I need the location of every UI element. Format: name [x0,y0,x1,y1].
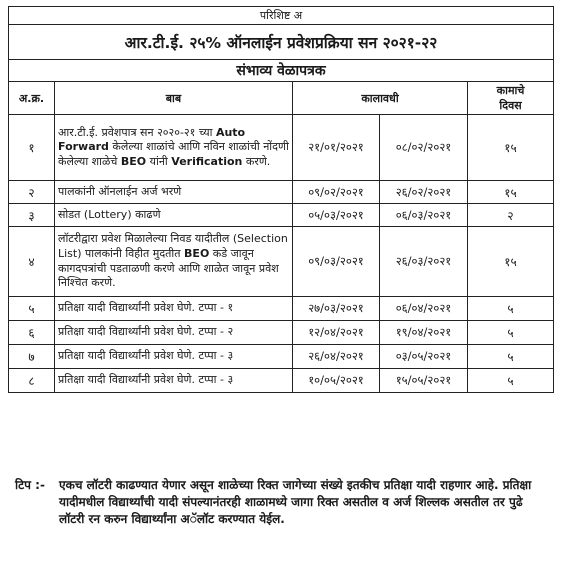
subtitle-row [9,60,554,82]
table-row [9,204,554,227]
row-workdays: ५ [468,345,554,369]
description-text: सोडत (Lottery) काढणे [58,207,161,221]
table-row [9,181,554,204]
description-text: लॉटरीद्वारा प्रवेश मिळालेल्या निवड यादीतील (Selection List) पालकांनी विहीत मुदतीत [58,232,288,260]
header-period: कालावधी [293,82,468,115]
row-start-date: ०९/०३/२०२१ [293,227,380,297]
table-row [9,115,554,181]
row-start-date: २६/०४/२०२१ [293,345,380,369]
description-text: प्रतिक्षा यादी विद्यार्थ्यांनी प्रवेश घेणे. टप्पा - २ [58,325,234,339]
row-description [55,181,293,204]
row-description [55,321,293,345]
row-description [55,297,293,321]
row-serial: १ [9,115,55,181]
description-bold-text: Verification [171,154,243,168]
description-bold-text: BEO [184,246,210,260]
row-start-date: २७/०३/२०२१ [293,297,380,321]
row-serial: ४ [9,227,55,297]
row-workdays: ५ [468,297,554,321]
row-description [55,345,293,369]
footnote [15,477,550,528]
header-workdays-line2: दिवस [499,99,522,112]
row-description [55,369,293,393]
table-row [9,345,554,369]
description-text: पालकांनी ऑनलाईन अर्ज भरणे [58,184,182,198]
row-serial: ६ [9,321,55,345]
description-text: केलेल्या शाळांचे आणि नविन शाळांची नोंदणी केलेल्या शाळेचे [58,140,289,168]
footnote-label: टिप :- [15,478,45,492]
footnote-text: एकच लॉटरी काढण्यात येणार असून शाळेच्या रिक्त जागेच्या संख्ये इतकीच प्रतिक्षा यादी राहणार आहे. प्रतिक्षा यादीमधील विद्यार्थ्यांची यादी संपल्यानंतरही शाळामध्ये जागा रिक्त असतील व अर्ज शिल्लक असतील तर पुढे लॉटरी रन करुन विद्यार्थ्यांना अॅलॉट करण्यात येईल. [59,478,532,527]
row-end-date: ०३/०५/२०२१ [380,345,468,369]
row-end-date: १५/०५/२०२१ [380,369,468,393]
table-row [9,321,554,345]
row-start-date: ०५/०३/२०२१ [293,204,380,227]
description-bold-text: BEO [120,154,147,168]
appendix-label: परिशिष्ट अ [9,7,554,25]
row-description [55,227,293,297]
title-row [9,25,554,60]
row-workdays: ५ [468,321,554,345]
row-start-date: २१/०१/२०२१ [293,115,380,181]
description-text: आर.टी.ई. प्रवेशपात्र सन २०२०-२१ च्या [58,125,216,139]
row-description [55,115,293,181]
appendix-row [9,7,554,25]
description-text: प्रतिक्षा यादी विद्यार्थ्यांनी प्रवेश घेणे. टप्पा - ३ [58,373,234,387]
row-end-date: ०८/०२/२०२१ [380,115,468,181]
row-serial: ३ [9,204,55,227]
table-row [9,297,554,321]
header-workdays [468,82,554,115]
description-text: करणे. [242,154,271,168]
description-bold-text: Auto Forward [58,125,246,154]
row-end-date: २६/०३/२०२१ [380,227,468,297]
document-title: आर.टी.ई. २५% ऑनलाईन प्रवेशप्रक्रिया सन २०२१-२२ [9,25,554,60]
row-serial: २ [9,181,55,204]
document-subtitle: संभाव्य वेळापत्रक [9,60,554,82]
row-workdays: १५ [468,115,554,181]
header-serial: अ.क्र. [9,82,55,115]
header-workdays-line1: कामाचे [496,84,525,97]
row-serial: ५ [9,297,55,321]
row-end-date: ०६/०४/२०२१ [380,297,468,321]
row-end-date: २६/०२/२०२१ [380,181,468,204]
row-end-date: ०६/०३/२०२१ [380,204,468,227]
row-serial: ७ [9,345,55,369]
description-text: यांनी [146,154,172,168]
row-start-date: १०/०५/२०२१ [293,369,380,393]
row-description [55,204,293,227]
table-row [9,227,554,297]
description-text: कडे जावून कागदपत्रांची पडताळणी करणे आणि शाळेत जावून प्रवेश निश्चित करणे. [58,246,279,290]
row-workdays: १५ [468,181,554,204]
header-item: बाब [55,82,293,115]
table-row [9,369,554,393]
row-start-date: १२/०४/२०२१ [293,321,380,345]
row-start-date: ०९/०२/२०२१ [293,181,380,204]
description-text: प्रतिक्षा यादी विद्यार्थ्यांनी प्रवेश घेणे. टप्पा - १ [58,301,234,315]
row-workdays: २ [468,204,554,227]
schedule-table [8,6,554,393]
description-text: प्रतिक्षा यादी विद्यार्थ्यांनी प्रवेश घेणे. टप्पा - ३ [58,349,234,363]
header-row [9,82,554,115]
row-serial: ८ [9,369,55,393]
row-workdays: ५ [468,369,554,393]
row-end-date: १९/०४/२०२१ [380,321,468,345]
row-workdays: १५ [468,227,554,297]
